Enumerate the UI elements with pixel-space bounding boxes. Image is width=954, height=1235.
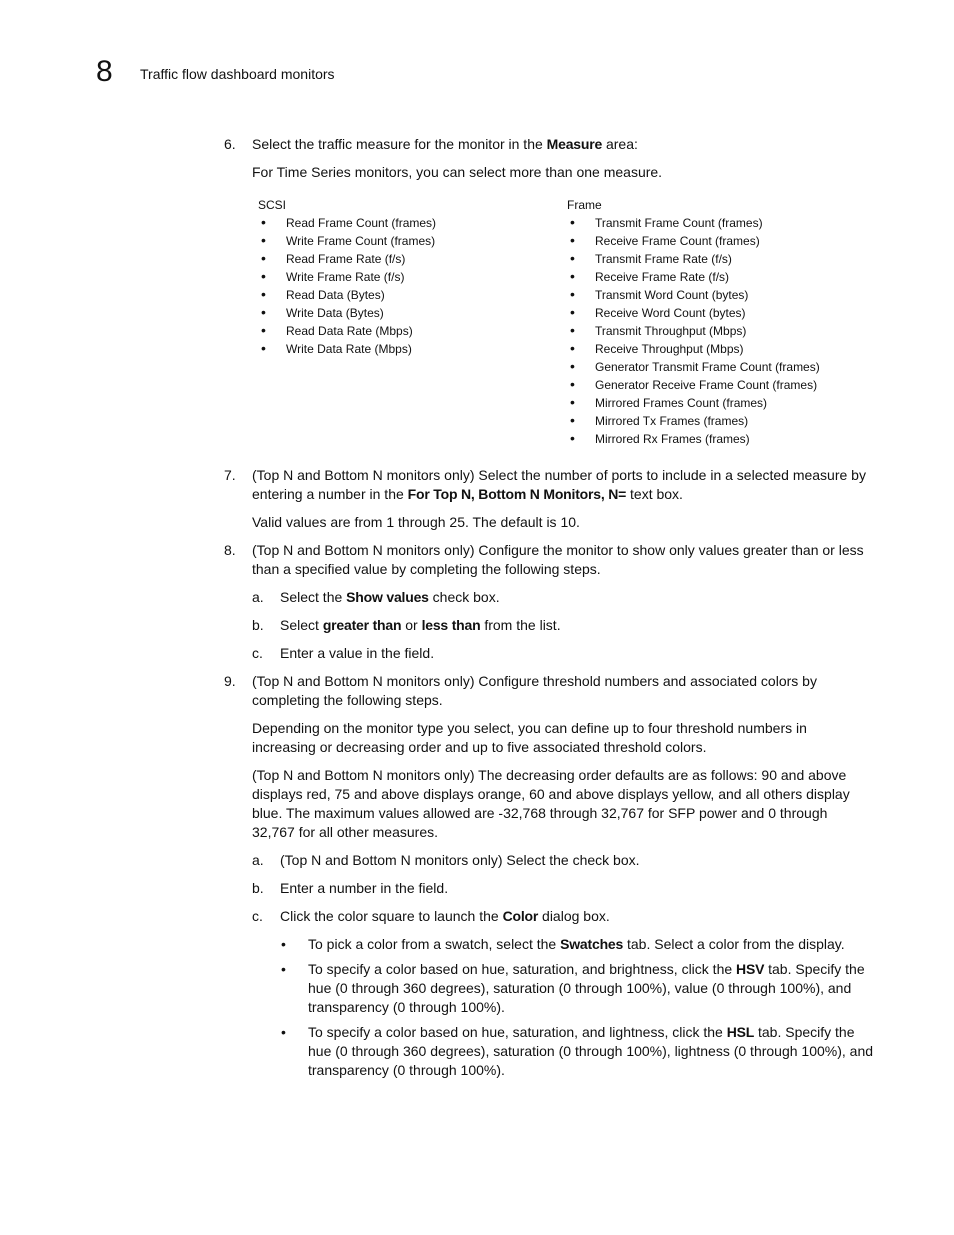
bullet-icon: •	[570, 232, 575, 248]
measure-name: Receive Word Count (bytes)	[595, 306, 746, 320]
bullet-icon: •	[570, 268, 575, 284]
list-item	[258, 250, 436, 268]
bullet-icon: •	[281, 1024, 286, 1040]
substep-a: a. (Top N and Bottom N monitors only) Select the check box.	[252, 852, 640, 868]
list-item	[258, 322, 436, 340]
substep-b: b. Enter a number in the field.	[252, 880, 449, 896]
bullet-icon: •	[261, 304, 266, 320]
measure-columns	[224, 196, 874, 456]
bullet-icon: •	[261, 286, 266, 302]
step-6	[224, 135, 874, 182]
measure-name: Receive Frame Count (frames)	[595, 234, 760, 248]
step-8	[224, 541, 874, 663]
step-text: (Top N and Bottom N monitors only) Configure threshold numbers and associated colors by completing the following steps.	[252, 673, 817, 708]
step-9	[224, 672, 874, 1080]
list-item	[567, 268, 857, 286]
bullet-icon: •	[570, 304, 575, 320]
step-number: 8.	[224, 542, 236, 558]
list-item	[258, 214, 436, 232]
substep-a: a. Select the Show values check box.	[252, 589, 500, 605]
list-item	[567, 214, 857, 232]
scsi-list	[258, 214, 436, 358]
bullet-icon: •	[570, 376, 575, 392]
list-item	[567, 232, 857, 250]
page-content	[224, 135, 874, 1089]
list-item	[567, 340, 857, 358]
bullet-icon: •	[261, 232, 266, 248]
bullet-icon: •	[570, 340, 575, 356]
measure-name: Receive Frame Rate (f/s)	[595, 270, 730, 284]
step-number: 7.	[224, 467, 236, 483]
bullet-icon: •	[261, 250, 266, 266]
ui-term: Color	[502, 908, 539, 924]
step-text: Select the traffic measure for the monitor in the Measure area:	[252, 136, 638, 152]
bullet-icon: •	[570, 250, 575, 266]
step-7	[224, 466, 874, 532]
list-item	[567, 430, 857, 448]
ui-term: HSV	[736, 961, 765, 977]
list-item	[567, 322, 857, 340]
measure-name: Read Data Rate (Mbps)	[286, 324, 413, 338]
measure-name: Read Frame Rate (f/s)	[286, 252, 406, 266]
step-text: (Top N and Bottom N monitors only) Configure the monitor to show only values greater than or less than a specified value by completing the following steps.	[252, 542, 864, 577]
list-item	[258, 232, 436, 250]
measure-name: Transmit Frame Count (frames)	[595, 216, 763, 230]
measure-name: Read Data (Bytes)	[286, 288, 385, 302]
measure-name: Transmit Frame Rate (f/s)	[595, 252, 732, 266]
measure-name: Mirrored Frames Count (frames)	[595, 396, 768, 410]
step-number: 6.	[224, 136, 236, 152]
step-paragraph: (Top N and Bottom N monitors only) The decreasing order defaults are as follows: 90 and above displays red, 75 and above displays orange, 60 and above displays yellow, and all others display blue. The maximum values allowed are -32,768 through 32,767 for SFP power and 0 through 32,767 for all other measures.	[252, 767, 850, 840]
measure-name: Write Data Rate (Mbps)	[286, 342, 412, 356]
measure-name: Mirrored Tx Frames (frames)	[595, 414, 749, 428]
color-options-list	[280, 935, 874, 1080]
substep-c: c. Enter a value in the field.	[252, 645, 435, 661]
list-item: • To pick a color from a swatch, select the Swatches tab. Select a color from the display.	[281, 936, 845, 952]
measure-name: Read Frame Count (frames)	[286, 216, 437, 230]
list-item: • To specify a color based on hue, saturation, and lightness, click the HSL tab. Specify the hue (0 through 360 degrees), saturation (0 through 100%), lightness (0 through 100%), and transparency (0 through 100%).	[281, 1024, 874, 1078]
list-item	[567, 286, 857, 304]
measure-name: Write Frame Rate (f/s)	[286, 270, 405, 284]
frame-list	[567, 214, 857, 448]
bullet-icon: •	[570, 358, 575, 374]
step-number: 9.	[224, 673, 236, 689]
measure-name: Generator Receive Frame Count (frames)	[595, 378, 818, 392]
ui-term: For Top N, Bottom N Monitors, N=	[407, 486, 627, 502]
step-paragraph: Depending on the monitor type you select, you can define up to four threshold numbers in increasing or decreasing order and up to five associated threshold colors.	[252, 720, 807, 755]
column-heading: Frame	[567, 198, 602, 212]
ui-term: Measure	[546, 136, 603, 152]
ui-term: less than	[421, 617, 481, 633]
measure-name: Mirrored Rx Frames (frames)	[595, 432, 750, 446]
measure-name: Generator Transmit Frame Count (frames)	[595, 360, 820, 374]
ui-term: greater than	[322, 617, 402, 633]
list-item	[567, 394, 857, 412]
step-text: (Top N and Bottom N monitors only) Select the number of ports to include in a selected measure by entering a number in the For Top N, Bottom N Monitors, N= text box.	[252, 467, 866, 502]
chapter-number: 8	[96, 55, 113, 88]
step-note: Valid values are from 1 through 25. The default is 10.	[252, 514, 580, 530]
ui-term: Swatches	[560, 936, 624, 952]
bullet-icon: •	[261, 214, 266, 230]
measure-name: Write Data (Bytes)	[286, 306, 384, 320]
chapter-title: Traffic flow dashboard monitors	[140, 66, 335, 82]
bullet-icon: •	[261, 268, 266, 284]
substep-c: c. Click the color square to launch the Color dialog box. • To pick a color from a swatch, select the Swatches tab. Select a color from the display. • To specify a color based on hue, saturation, and brightness, click the HSV tab. Specify the hue (0 through 360 degrees), saturation (0 through 100%), value (0 through 100%), and transparency (0 through 100%). • To specify a color based on hue, saturation, and lightness, click the HSL tab. Specify the hue (0 through 360 degrees), saturation (0 through 100%), lightness (0 through 100%), and transparency (0 through 100%).	[252, 908, 874, 1078]
list-item: • To specify a color based on hue, saturation, and brightness, click the HSV tab. Specify the hue (0 through 360 degrees), saturation (0 through 100%), value (0 through 100%), and transparency (0 through 100%).	[281, 961, 865, 1015]
bullet-icon: •	[570, 412, 575, 428]
scsi-column	[258, 196, 436, 358]
list-item	[258, 268, 436, 286]
bullet-icon: •	[570, 394, 575, 410]
step-note: For Time Series monitors, you can select more than one measure.	[252, 164, 663, 180]
bullet-icon: •	[281, 961, 286, 977]
list-item	[258, 340, 436, 358]
list-item	[258, 304, 436, 322]
measure-name: Transmit Word Count (bytes)	[595, 288, 749, 302]
bullet-icon: •	[281, 936, 286, 952]
list-item	[258, 286, 436, 304]
list-item	[567, 376, 857, 394]
bullet-icon: •	[570, 322, 575, 338]
column-heading: SCSI	[258, 198, 287, 212]
bullet-icon: •	[261, 322, 266, 338]
measure-name: Transmit Throughput (Mbps)	[595, 324, 747, 338]
list-item	[567, 250, 857, 268]
ui-term: HSL	[726, 1024, 755, 1040]
measure-name: Write Frame Count (frames)	[286, 234, 436, 248]
list-item	[567, 412, 857, 430]
bullet-icon: •	[570, 214, 575, 230]
measure-name: Receive Throughput (Mbps)	[595, 342, 744, 356]
ui-term: Show values	[346, 589, 429, 605]
list-item	[567, 358, 857, 376]
list-item	[567, 304, 857, 322]
bullet-icon: •	[570, 430, 575, 446]
bullet-icon: •	[261, 340, 266, 356]
bullet-icon: •	[570, 286, 575, 302]
substep-b: b. Select greater than or less than from the list.	[252, 617, 561, 633]
frame-column	[567, 196, 857, 448]
